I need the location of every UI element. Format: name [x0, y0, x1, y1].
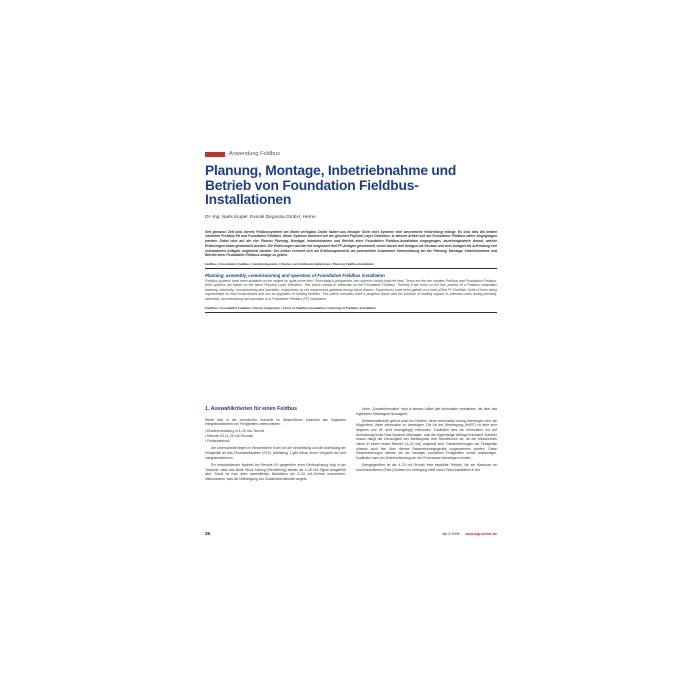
german-abstract: Seit genauso Zeit sind bereits Feldbussysteme am Markt verfügbar. Dabei haben aus heutiger Sicht zwei Systeme eine wesentliche Verbreitung erlangt. Es sind dies die beiden Varianten Profibus PA und Foundation Fieldbus. Beide Systeme basieren auf der gleichen Physical Layer Definition. In diesem Artikel soll auf Foundation Fieldbus näher eingegangen werden. Dabei wird auf die vier Phasen Planung, Montage, Inbetriebnahme und Betrieb einer Foundation Fieldbus-Installation eingegangen, beziehungsweise darauf, welche Erfahrungen dabei gesammelt wurden. Die Erfahrungen wurden bei insgesamt fünf FF-Anlagen gesammelt, wobei davon drei Anlagen als Neubau und zwei Anlagen als Aufrüstung von vorhandenen Anlagen umgesetzt wurden. Der Artikel versteht sich als Erfahrungsbericht um potenziellen Anwendern Unterstützung bei der Planung, Montage, Inbetriebnahme und Betrieb einer Foundation Fieldbus-Anlage zu geben. [205, 229, 497, 258]
bullet-item: • Feldbustechnik [205, 439, 346, 444]
page-number: 26 [205, 531, 211, 536]
body-column-left [205, 407, 346, 484]
footer-meta [442, 532, 497, 536]
body-paragraph: Selbstverständlich gibt es auch bei Geräten, deren Information analog übertragen wird, die Möglichkeit, diese Information zu übertragen. Die Art der Übertragung (HART) ist aber sehr langsam und oft nicht durchgängig vorhanden. Zusätzlich wird die Information nur auf Anforderung eines Host-Systems übertragen, was die regelmäßige Abfrage erschwert. Darüber hinaus hängt die Genauigkeit des Messsignals vom Messbereich ab, da der Messbereich immer in einem festen Bereich (4–20 mA) aufgeteilt wird. Parametrierungen der Feldgeräte müssen auch hier über diverse Parametrierungsgeräte vorgenommen werden. Diese Parametrierungen werden bei der heutigen komplexen Feldgeräten immer aufwändiger. Zusätzlich kann per Drahtverbindung nur der Prozesswert übertragen werden. [356, 418, 497, 461]
section-heading: 1. Auswahlkriterien für einen Feldbus [205, 406, 298, 412]
english-title: Planning, assembly, commissioning and operation of Foundation Fieldbus installation [205, 272, 385, 278]
german-keywords: Feldbus / Foundation Fieldbus / Geräteintegration / Kosten von Feldbusinstallationen / Planung Feldbusinstallation [205, 262, 375, 266]
body-column-right [356, 407, 497, 484]
body-paragraph: Unter „Zusatzinformation" wird in diesem Artikel alle Information verstanden, die über das eigentliche Messsignal hinausgeht. [356, 407, 497, 416]
english-keywords: Fieldbus / Foundation Fieldbus / Device Integration / Costs of Fieldbus Installation / Planning of Fieldbus Installation [205, 305, 377, 310]
body-columns [205, 407, 497, 484]
body-paragraph: Ein entscheidender Nachteil bei Remote I/O gegenüber einer Feldbuslösung liegt in der Tatsache, dass das letzte Stück Leitung (Stichleitung) wieder als 4–20 mA-Signal ausgeführt wird. Somit ist man allen wesentlichen Nachteilen der 4–20 mA-Technik unterworfen, insbesondere, was die Übertragung von Zusatzinformationen angeht. [205, 462, 346, 481]
article-author: Dr.-Ing. Niels Kiupel, Evonik Degussa GmbH, Herne [205, 214, 316, 220]
page-footer [205, 531, 497, 536]
journal-url-link[interactable]: www.atp-online.de [465, 531, 497, 536]
english-abstract: Fieldbus systems have been available on the market for quite some time. From today's perspective, two systems clearly lead the field. These are the two variants Profibus and Foundation Fieldbus. Both systems are based on the same Physical Layer Definition. This article means to elaborate on the Foundation Fieldbus. Thereby it will focus on the four phases of a Fieldbus installation planning, assembly, commissioning and operation, respectively on the experiences gathered during these phases. Experiences have been gained on a total of five FF-Facilities, three of them being implemented as new constructions and two as upgrades of existing facilities. This article considers itself a progress report with the purpose of lending support to potential users during planning, assembly, commissioning and operation of a Foundation Fieldbus (FF) installation. [205, 278, 497, 301]
bullet-item: • Einzelverdrahtung in 4–20 mA-Technik [205, 429, 346, 434]
article-title: Planung, Montage, Inbetriebnahme und Betrieb von Foundation Fieldbus-Installationen [205, 163, 457, 208]
body-paragraph: Heute wird in der chemischen Industrie im Wesentlichen zwischen den folgenden Integrationsformen von Feldgeräten unterschieden: [205, 417, 346, 427]
bullet-list [205, 429, 346, 443]
body-paragraph: Die Unterschiede liegen im Wesentlichen in der Art der Verdrahtung und der Anbindung der Feldgeräte an das Prozessleitsystem (PLS). Abbildung 1 gibt hierzu einen Vergleich der drei Integrationsformen. [205, 446, 346, 460]
section-header [205, 150, 497, 158]
article-page [205, 150, 497, 550]
divider [205, 268, 497, 269]
journal-issue: atp 5.2008 [442, 531, 460, 536]
divider [205, 312, 497, 313]
section-label: Anwendung Feldbus [229, 151, 281, 157]
body-paragraph: Demgegenüber ist die 4–20 mA-Technik eine bewährte Technik, die ein Maximum an Unterschiedlichen (Feld-)Geräten zur Verfügung stellt und in Feed-Installation in der [356, 463, 497, 472]
section-color-bar [205, 152, 225, 157]
bullet-item: • Remote I/O (4–20 mA-Technik) [205, 434, 346, 439]
